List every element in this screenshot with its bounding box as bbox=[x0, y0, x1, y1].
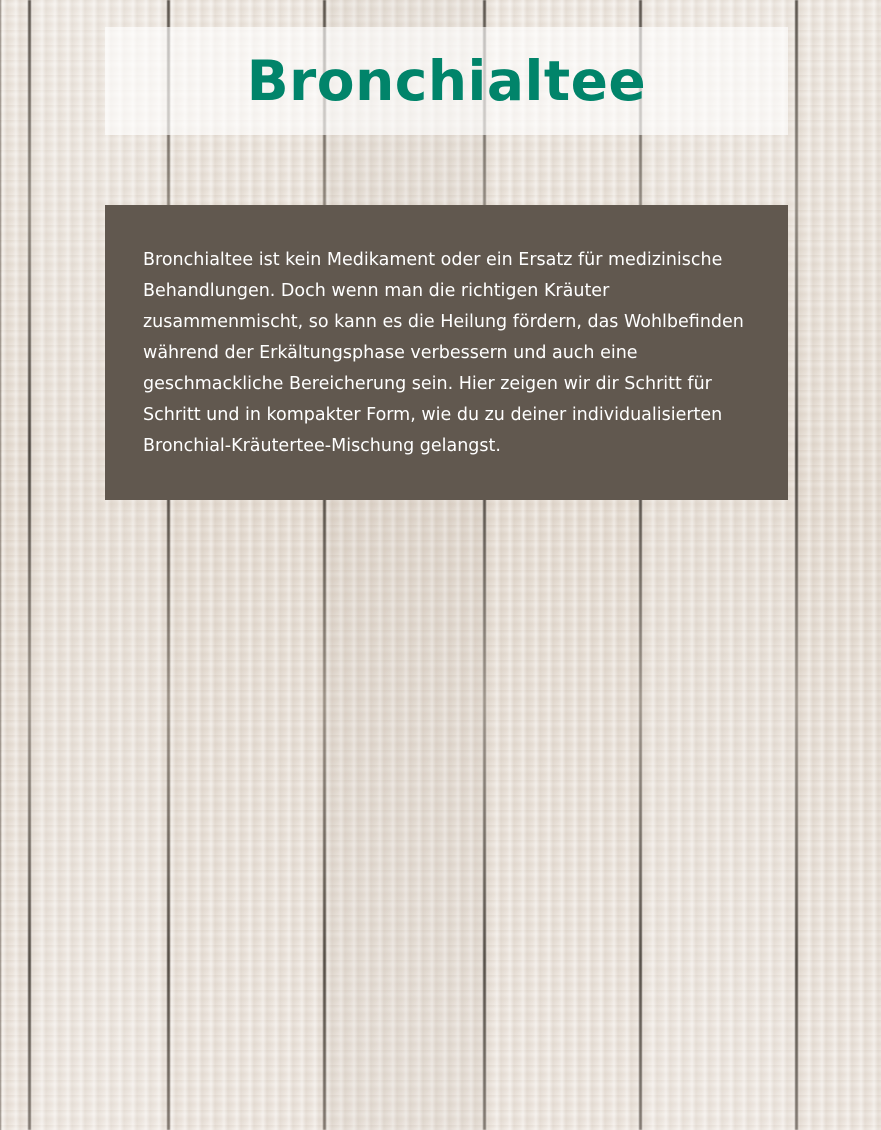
page-title: Bronchialtee bbox=[246, 48, 647, 113]
title-banner bbox=[105, 27, 788, 135]
intro-paragraph: Bronchialtee ist kein Medikament oder ein Ersatz für medizinische Behandlungen. Doch wenn man die richtigen Kräuter zusammenmischt, so kann es die Heilung fördern, das Wohlbefinden während der Erkältungsphase verbessern und auch eine geschmackliche Bereicherung sein. Hier zeigen wir dir Schritt für Schritt und in kompakter Form, wie du zu deiner individualisierten Bronchial-Kräutertee-Mischung gelangst. bbox=[143, 250, 744, 456]
intro-text-card bbox=[105, 205, 788, 500]
plank-seam bbox=[795, 0, 798, 1130]
plank-seam bbox=[167, 0, 170, 1130]
plank-seam bbox=[639, 0, 642, 1130]
plank-seam bbox=[483, 0, 486, 1130]
plank-seam bbox=[323, 0, 326, 1130]
plank-seam bbox=[28, 0, 31, 1130]
